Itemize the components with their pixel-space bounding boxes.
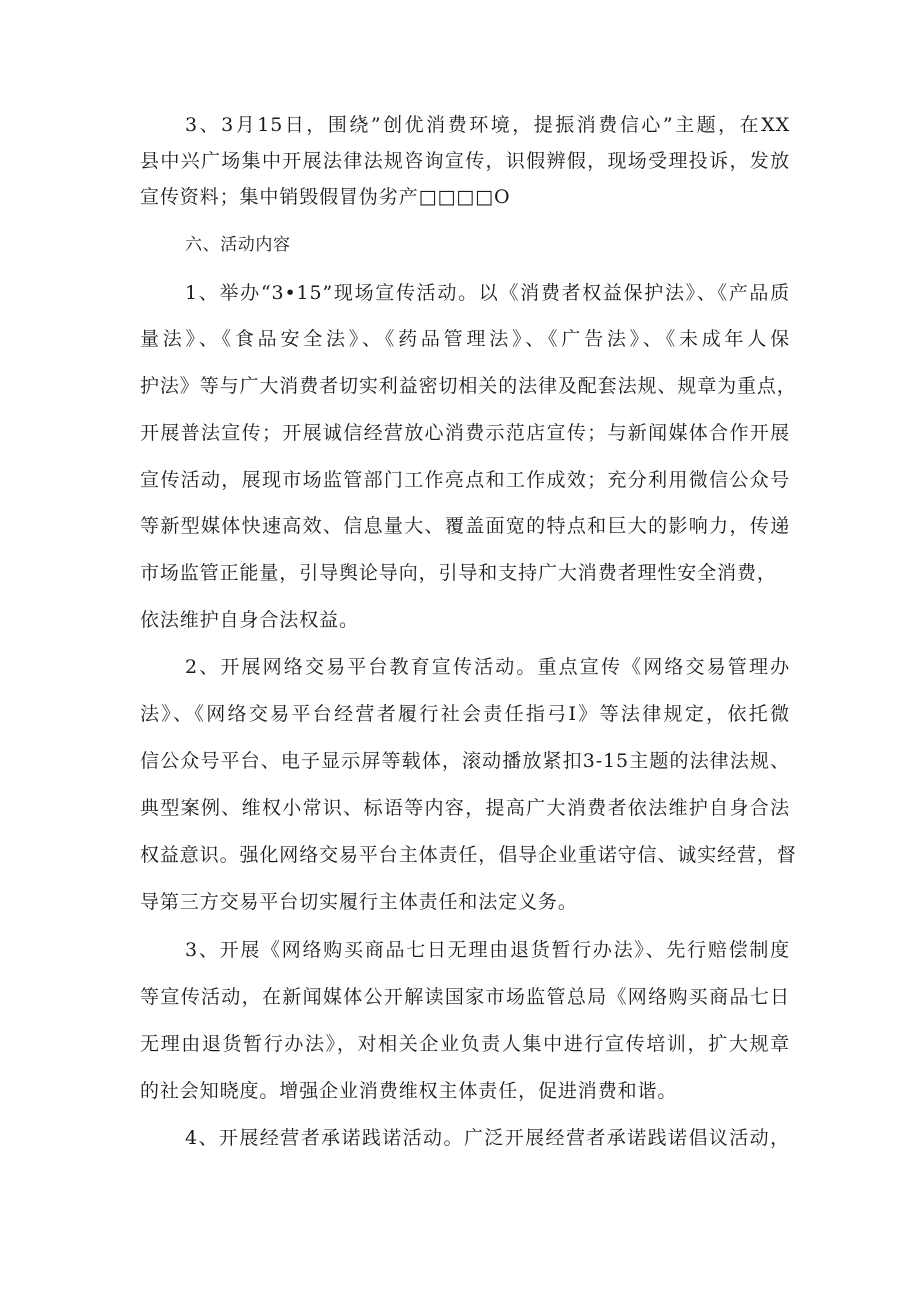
text-line: 导第三方交易平台切实履行主体责任和法定义务。 bbox=[140, 891, 578, 913]
text-line: 法》、《网络交易平台经营者履行社会责任指弓I》等法律规定，依托微 bbox=[140, 703, 790, 725]
text-line: 护法》等与广大消费者切实利益密切相关的法律及配套法规、规章为重点， bbox=[140, 375, 797, 397]
text-line: 4、开展经营者承诺践诺活动。广泛开展经营者承诺践诺倡议活动， bbox=[185, 1127, 790, 1149]
text-line: 信公众号平台、电子显示屏等载体，滚动播放紧扣3-15主题的法律法规、 bbox=[140, 750, 790, 772]
text-line: 量法》、《食品安全法》、《药品管理法》、《广告法》、《未成年人保 bbox=[140, 328, 790, 350]
text-line: 依法维护自身合法权益。 bbox=[140, 609, 359, 631]
text-line: 宣传活动，展现市场监管部门工作亮点和工作成效；充分利用微信公众号 bbox=[140, 469, 790, 491]
text-line: 等新型媒体快速高效、信息量大、覆盖面宽的特点和巨大的影响力，传递 bbox=[140, 515, 790, 537]
text-line: 等宣传活动，在新闻媒体公开解读国家市场监管总局《网络购买商品七日 bbox=[140, 986, 790, 1008]
text-line: 开展普法宣传；开展诚信经营放心消费示范店宣传；与新闻媒体合作开展 bbox=[140, 422, 790, 444]
text-line: 无理由退货暂行办法》，对相关企业负责人集中进行宣传培训，扩大规章 bbox=[140, 1033, 790, 1055]
text-line: 县中兴广场集中开展法律法规咨询宣传，识假辨假，现场受理投诉，发放 bbox=[140, 150, 790, 172]
text-line: 1、举办“3•15”现场宣传活动。以《消费者权益保护法》、《产品质 bbox=[185, 282, 790, 304]
text-line: 2、开展网络交易平台教育宣传活动。重点宣传《网络交易管理办 bbox=[185, 656, 790, 678]
text-line: 权益意识。强化网络交易平台主体责任，倡导企业重诺守信、诚实经营，督 bbox=[140, 844, 797, 866]
text-line: 宣传资料；集中销毁假冒伪劣产□□□□O bbox=[140, 186, 511, 208]
text-line: 3、开展《网络购买商品七日无理由退货暂行办法》、先行赔偿制度 bbox=[185, 939, 790, 961]
text-line: 3、3月15日，围绕”创优消费环境，提振消费信心”主题，在XX bbox=[185, 114, 790, 136]
section-heading-text: 六、活动内容 bbox=[185, 235, 291, 255]
text-line: 的社会知晓度。增强企业消费维权主体责任，促进消费和谐。 bbox=[140, 1080, 678, 1102]
text-line: 典型案例、维权小常识、标语等内容，提高广大消费者依法维护自身合法 bbox=[140, 797, 790, 819]
text-line: 市场监管正能量，引导舆论导向，引导和支持广大消费者理性安全消费， bbox=[140, 562, 777, 584]
